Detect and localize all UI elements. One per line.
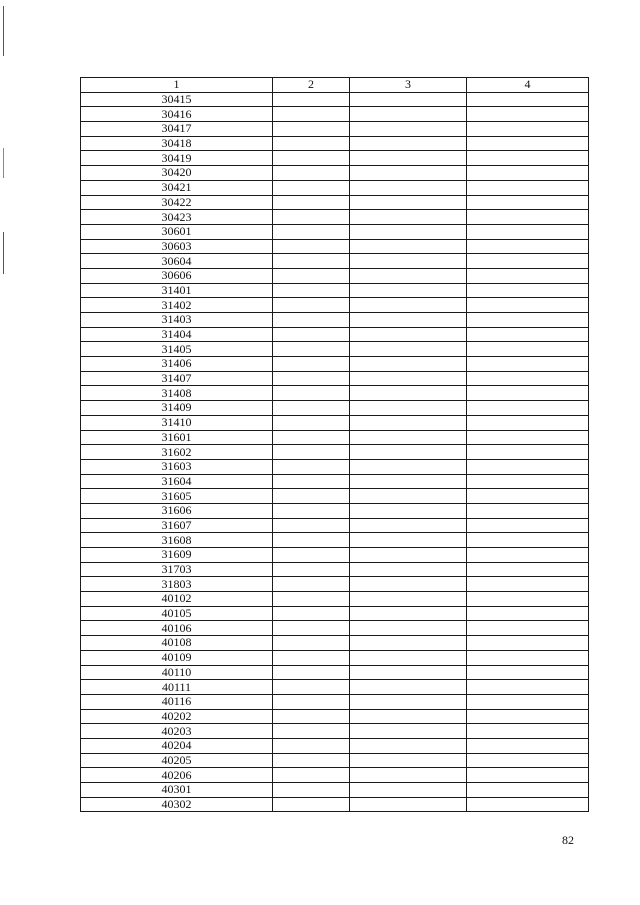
row-code-cell: 31601 [81, 430, 273, 445]
table-row [81, 665, 589, 680]
row-code-cell: 40110 [81, 665, 273, 680]
empty-cell-col-3 [350, 606, 467, 621]
table-row [81, 459, 589, 474]
empty-cell-col-2 [273, 503, 350, 518]
empty-cell-col-3 [350, 327, 467, 342]
table-row [81, 327, 589, 342]
empty-cell-col-2 [273, 386, 350, 401]
table-header-row [81, 78, 589, 93]
empty-cell-col-4 [467, 195, 589, 210]
empty-cell-col-2 [273, 621, 350, 636]
empty-cell-col-4 [467, 151, 589, 166]
table-row [81, 783, 589, 798]
empty-cell-col-3 [350, 783, 467, 798]
empty-cell-col-3 [350, 401, 467, 416]
empty-cell-col-4 [467, 386, 589, 401]
row-code-cell: 31608 [81, 533, 273, 548]
empty-cell-col-2 [273, 694, 350, 709]
table-row [81, 518, 589, 533]
empty-cell-col-4 [467, 415, 589, 430]
table-row [81, 694, 589, 709]
empty-cell-col-2 [273, 254, 350, 269]
row-code-cell: 30416 [81, 107, 273, 122]
row-code-cell: 31803 [81, 577, 273, 592]
table-row [81, 371, 589, 386]
empty-cell-col-3 [350, 151, 467, 166]
table-row [81, 650, 589, 665]
row-code-cell: 30604 [81, 254, 273, 269]
empty-cell-col-3 [350, 797, 467, 812]
empty-cell-col-2 [273, 313, 350, 328]
empty-cell-col-2 [273, 474, 350, 489]
row-code-cell: 31602 [81, 445, 273, 460]
table-row [81, 386, 589, 401]
empty-cell-col-2 [273, 489, 350, 504]
empty-cell-col-2 [273, 518, 350, 533]
table-row [81, 606, 589, 621]
empty-cell-col-4 [467, 210, 589, 225]
empty-cell-col-3 [350, 548, 467, 563]
empty-cell-col-2 [273, 210, 350, 225]
empty-cell-col-4 [467, 327, 589, 342]
empty-cell-col-2 [273, 577, 350, 592]
empty-cell-col-4 [467, 401, 589, 416]
empty-cell-col-2 [273, 753, 350, 768]
empty-cell-col-4 [467, 107, 589, 122]
empty-cell-col-4 [467, 459, 589, 474]
table-row [81, 636, 589, 651]
row-code-cell: 31606 [81, 503, 273, 518]
empty-cell-col-4 [467, 342, 589, 357]
empty-cell-col-2 [273, 401, 350, 416]
empty-cell-col-3 [350, 665, 467, 680]
empty-cell-col-3 [350, 621, 467, 636]
empty-cell-col-2 [273, 562, 350, 577]
empty-cell-col-4 [467, 783, 589, 798]
table-container [80, 77, 588, 812]
empty-cell-col-2 [273, 268, 350, 283]
row-code-cell: 40302 [81, 797, 273, 812]
empty-cell-col-2 [273, 606, 350, 621]
table-row [81, 797, 589, 812]
column-header-4: 4 [467, 78, 589, 93]
empty-cell-col-4 [467, 503, 589, 518]
empty-cell-col-2 [273, 783, 350, 798]
empty-cell-col-3 [350, 489, 467, 504]
empty-cell-col-4 [467, 166, 589, 181]
column-header-3: 3 [350, 78, 467, 93]
empty-cell-col-2 [273, 724, 350, 739]
empty-cell-col-3 [350, 503, 467, 518]
empty-cell-col-2 [273, 548, 350, 563]
table-row [81, 195, 589, 210]
empty-cell-col-4 [467, 224, 589, 239]
empty-cell-col-3 [350, 371, 467, 386]
empty-cell-col-3 [350, 415, 467, 430]
empty-cell-col-3 [350, 445, 467, 460]
empty-cell-col-2 [273, 239, 350, 254]
empty-cell-col-4 [467, 122, 589, 137]
empty-cell-col-4 [467, 650, 589, 665]
row-code-cell: 30603 [81, 239, 273, 254]
empty-cell-col-4 [467, 621, 589, 636]
data-table [80, 77, 589, 812]
empty-cell-col-4 [467, 606, 589, 621]
empty-cell-col-4 [467, 445, 589, 460]
empty-cell-col-4 [467, 254, 589, 269]
empty-cell-col-3 [350, 195, 467, 210]
empty-cell-col-2 [273, 195, 350, 210]
empty-cell-col-3 [350, 239, 467, 254]
table-row [81, 768, 589, 783]
empty-cell-col-3 [350, 694, 467, 709]
row-code-cell: 31407 [81, 371, 273, 386]
row-code-cell: 30420 [81, 166, 273, 181]
empty-cell-col-4 [467, 548, 589, 563]
table-row [81, 577, 589, 592]
empty-cell-col-3 [350, 650, 467, 665]
empty-cell-col-3 [350, 136, 467, 151]
row-code-cell: 40205 [81, 753, 273, 768]
empty-cell-col-4 [467, 753, 589, 768]
table-row [81, 738, 589, 753]
empty-cell-col-4 [467, 298, 589, 313]
empty-cell-col-3 [350, 357, 467, 372]
empty-cell-col-3 [350, 592, 467, 607]
empty-cell-col-3 [350, 724, 467, 739]
table-row [81, 357, 589, 372]
row-code-cell: 31607 [81, 518, 273, 533]
table-row [81, 445, 589, 460]
table-row [81, 489, 589, 504]
row-code-cell: 30606 [81, 268, 273, 283]
empty-cell-col-2 [273, 797, 350, 812]
table-row [81, 342, 589, 357]
table-row [81, 709, 589, 724]
empty-cell-col-4 [467, 724, 589, 739]
empty-cell-col-4 [467, 665, 589, 680]
table-row [81, 680, 589, 695]
empty-cell-col-3 [350, 459, 467, 474]
row-code-cell: 40109 [81, 650, 273, 665]
row-code-cell: 31410 [81, 415, 273, 430]
row-code-cell: 30418 [81, 136, 273, 151]
row-code-cell: 40116 [81, 694, 273, 709]
empty-cell-col-3 [350, 298, 467, 313]
empty-cell-col-4 [467, 592, 589, 607]
table-row [81, 136, 589, 151]
empty-cell-col-3 [350, 636, 467, 651]
empty-cell-col-3 [350, 92, 467, 107]
row-code-cell: 30417 [81, 122, 273, 137]
empty-cell-col-3 [350, 680, 467, 695]
column-header-2: 2 [273, 78, 350, 93]
empty-cell-col-2 [273, 592, 350, 607]
empty-cell-col-4 [467, 518, 589, 533]
empty-cell-col-2 [273, 768, 350, 783]
empty-cell-col-4 [467, 533, 589, 548]
empty-cell-col-4 [467, 738, 589, 753]
empty-cell-col-2 [273, 180, 350, 195]
empty-cell-col-2 [273, 122, 350, 137]
table-row [81, 254, 589, 269]
table-row [81, 724, 589, 739]
empty-cell-col-3 [350, 518, 467, 533]
empty-cell-col-3 [350, 342, 467, 357]
empty-cell-col-4 [467, 92, 589, 107]
table-row [81, 298, 589, 313]
table-row [81, 621, 589, 636]
empty-cell-col-4 [467, 357, 589, 372]
empty-cell-col-4 [467, 709, 589, 724]
row-code-cell: 31408 [81, 386, 273, 401]
row-code-cell: 40204 [81, 738, 273, 753]
empty-cell-col-3 [350, 122, 467, 137]
row-code-cell: 30601 [81, 224, 273, 239]
empty-cell-col-2 [273, 327, 350, 342]
empty-cell-col-3 [350, 533, 467, 548]
table-row [81, 474, 589, 489]
table-row [81, 313, 589, 328]
empty-cell-col-3 [350, 738, 467, 753]
table-row [81, 533, 589, 548]
column-header-1: 1 [81, 78, 273, 93]
empty-cell-col-3 [350, 577, 467, 592]
empty-cell-col-2 [273, 680, 350, 695]
empty-cell-col-3 [350, 180, 467, 195]
empty-cell-col-4 [467, 577, 589, 592]
row-code-cell: 31409 [81, 401, 273, 416]
empty-cell-col-2 [273, 445, 350, 460]
page-number: 82 [562, 833, 574, 847]
empty-cell-col-4 [467, 680, 589, 695]
row-code-cell: 31402 [81, 298, 273, 313]
row-code-cell: 31604 [81, 474, 273, 489]
table-row [81, 753, 589, 768]
table-row [81, 283, 589, 298]
row-code-cell: 31401 [81, 283, 273, 298]
row-code-cell: 30419 [81, 151, 273, 166]
empty-cell-col-2 [273, 151, 350, 166]
empty-cell-col-4 [467, 474, 589, 489]
row-code-cell: 31605 [81, 489, 273, 504]
row-code-cell: 40106 [81, 621, 273, 636]
empty-cell-col-2 [273, 665, 350, 680]
row-code-cell: 30421 [81, 180, 273, 195]
empty-cell-col-4 [467, 562, 589, 577]
row-code-cell: 30415 [81, 92, 273, 107]
empty-cell-col-3 [350, 430, 467, 445]
empty-cell-col-4 [467, 371, 589, 386]
row-code-cell: 31603 [81, 459, 273, 474]
empty-cell-col-2 [273, 371, 350, 386]
empty-cell-col-2 [273, 709, 350, 724]
empty-cell-col-4 [467, 180, 589, 195]
empty-cell-col-2 [273, 342, 350, 357]
empty-cell-col-3 [350, 268, 467, 283]
row-code-cell: 40202 [81, 709, 273, 724]
empty-cell-col-2 [273, 166, 350, 181]
table-row [81, 592, 589, 607]
row-code-cell: 40206 [81, 768, 273, 783]
empty-cell-col-2 [273, 298, 350, 313]
empty-cell-col-2 [273, 357, 350, 372]
empty-cell-col-2 [273, 459, 350, 474]
empty-cell-col-2 [273, 430, 350, 445]
table-row [81, 166, 589, 181]
table-row [81, 503, 589, 518]
empty-cell-col-4 [467, 313, 589, 328]
empty-cell-col-4 [467, 239, 589, 254]
empty-cell-col-3 [350, 283, 467, 298]
empty-cell-col-2 [273, 224, 350, 239]
row-code-cell: 31703 [81, 562, 273, 577]
row-code-cell: 40102 [81, 592, 273, 607]
empty-cell-col-3 [350, 166, 467, 181]
empty-cell-col-2 [273, 283, 350, 298]
table-row [81, 401, 589, 416]
row-code-cell: 40105 [81, 606, 273, 621]
empty-cell-col-4 [467, 283, 589, 298]
empty-cell-col-2 [273, 136, 350, 151]
table-row [81, 430, 589, 445]
row-code-cell: 40108 [81, 636, 273, 651]
empty-cell-col-3 [350, 254, 467, 269]
row-code-cell: 31404 [81, 327, 273, 342]
table-row [81, 268, 589, 283]
empty-cell-col-4 [467, 430, 589, 445]
empty-cell-col-4 [467, 489, 589, 504]
row-code-cell: 31406 [81, 357, 273, 372]
table-row [81, 122, 589, 137]
row-code-cell: 30423 [81, 210, 273, 225]
empty-cell-col-4 [467, 768, 589, 783]
row-code-cell: 40111 [81, 680, 273, 695]
empty-cell-col-4 [467, 136, 589, 151]
empty-cell-col-3 [350, 210, 467, 225]
empty-cell-col-3 [350, 768, 467, 783]
table-row [81, 239, 589, 254]
row-code-cell: 31405 [81, 342, 273, 357]
table-row [81, 415, 589, 430]
empty-cell-col-2 [273, 92, 350, 107]
empty-cell-col-3 [350, 224, 467, 239]
empty-cell-col-2 [273, 738, 350, 753]
scan-mark [3, 6, 4, 56]
row-code-cell: 40203 [81, 724, 273, 739]
table-row [81, 151, 589, 166]
empty-cell-col-2 [273, 533, 350, 548]
scan-mark [3, 232, 4, 274]
table-row [81, 562, 589, 577]
scan-mark [3, 148, 4, 178]
row-code-cell: 30422 [81, 195, 273, 210]
empty-cell-col-3 [350, 313, 467, 328]
row-code-cell: 31609 [81, 548, 273, 563]
empty-cell-col-4 [467, 797, 589, 812]
empty-cell-col-3 [350, 753, 467, 768]
empty-cell-col-4 [467, 636, 589, 651]
empty-cell-col-3 [350, 386, 467, 401]
empty-cell-col-3 [350, 709, 467, 724]
table-row [81, 224, 589, 239]
table-row [81, 210, 589, 225]
row-code-cell: 40301 [81, 783, 273, 798]
row-code-cell: 31403 [81, 313, 273, 328]
empty-cell-col-3 [350, 474, 467, 489]
empty-cell-col-2 [273, 650, 350, 665]
table-body [81, 92, 589, 812]
empty-cell-col-2 [273, 636, 350, 651]
empty-cell-col-2 [273, 107, 350, 122]
empty-cell-col-3 [350, 107, 467, 122]
empty-cell-col-4 [467, 694, 589, 709]
empty-cell-col-2 [273, 415, 350, 430]
table-row [81, 92, 589, 107]
table-row [81, 180, 589, 195]
empty-cell-col-4 [467, 268, 589, 283]
table-row [81, 548, 589, 563]
empty-cell-col-3 [350, 562, 467, 577]
table-row [81, 107, 589, 122]
